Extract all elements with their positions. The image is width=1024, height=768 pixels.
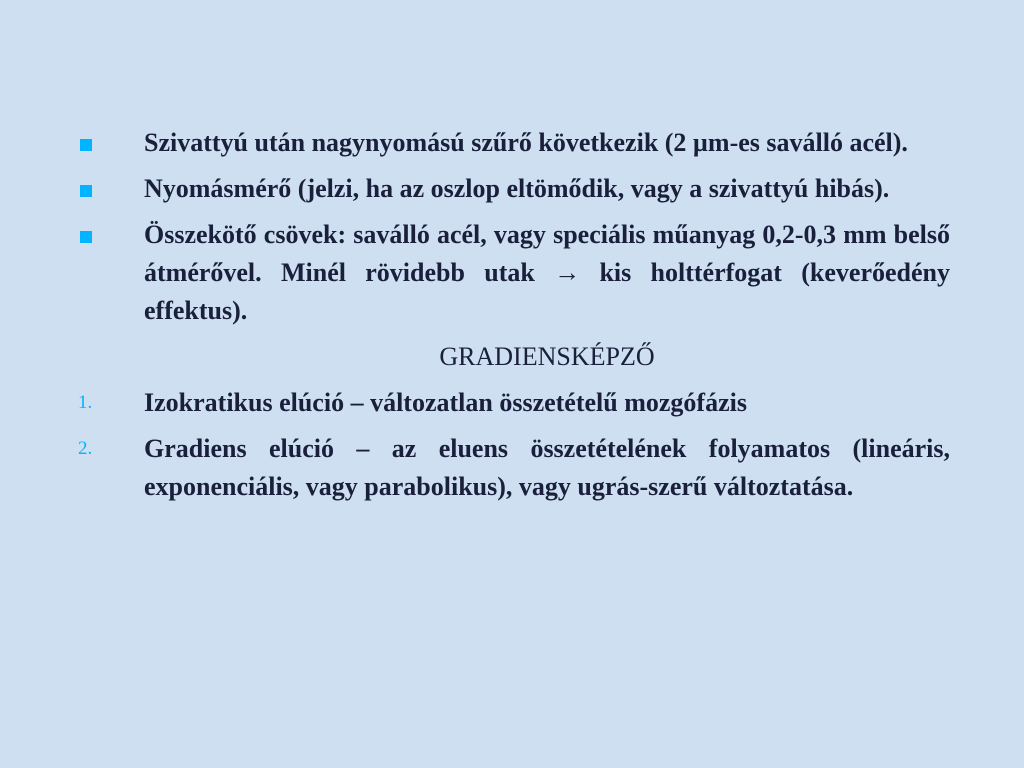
bullet-marker bbox=[72, 124, 144, 156]
numbered-item bbox=[72, 430, 950, 506]
slide-content bbox=[72, 124, 950, 514]
bullet-text: Nyomásmérő (jelzi, ha az oszlop eltömődik, vagy a szivattyú hibás). bbox=[144, 174, 890, 203]
numbered-item bbox=[72, 384, 950, 422]
bullet-item bbox=[72, 216, 950, 330]
square-bullet-icon bbox=[80, 185, 92, 197]
square-bullet-icon bbox=[80, 231, 92, 243]
numbered-text: Gradiens elúció – az eluens összetételének folyamatos (lineáris, exponenciális, vagy parabolikus), vagy ugrás-szerű változtatása. bbox=[144, 434, 950, 501]
number-marker bbox=[72, 384, 144, 422]
bullet-item bbox=[72, 124, 950, 162]
square-bullet-icon bbox=[80, 139, 92, 151]
bullet-item bbox=[72, 170, 950, 208]
numbered-text: Izokratikus elúció – változatlan összetételű mozgófázis bbox=[144, 388, 747, 417]
section-heading: GRADIENSKÉPZŐ bbox=[439, 342, 655, 371]
bullet-marker bbox=[72, 216, 144, 248]
number-marker bbox=[72, 430, 144, 468]
number-label: 1. bbox=[78, 392, 93, 413]
bullet-text: Összekötő csövek: saválló acél, vagy speciális műanyag 0,2-0,3 mm belső átmérővel. Minél rövidebb utak → kis holttérfogat (keverőedény effektus). bbox=[144, 220, 950, 325]
number-label: 2. bbox=[78, 438, 93, 459]
bullet-marker bbox=[72, 170, 144, 202]
bullet-text: Szivattyú után nagynyomású szűrő következik (2 µm-es saválló acél). bbox=[144, 128, 908, 157]
